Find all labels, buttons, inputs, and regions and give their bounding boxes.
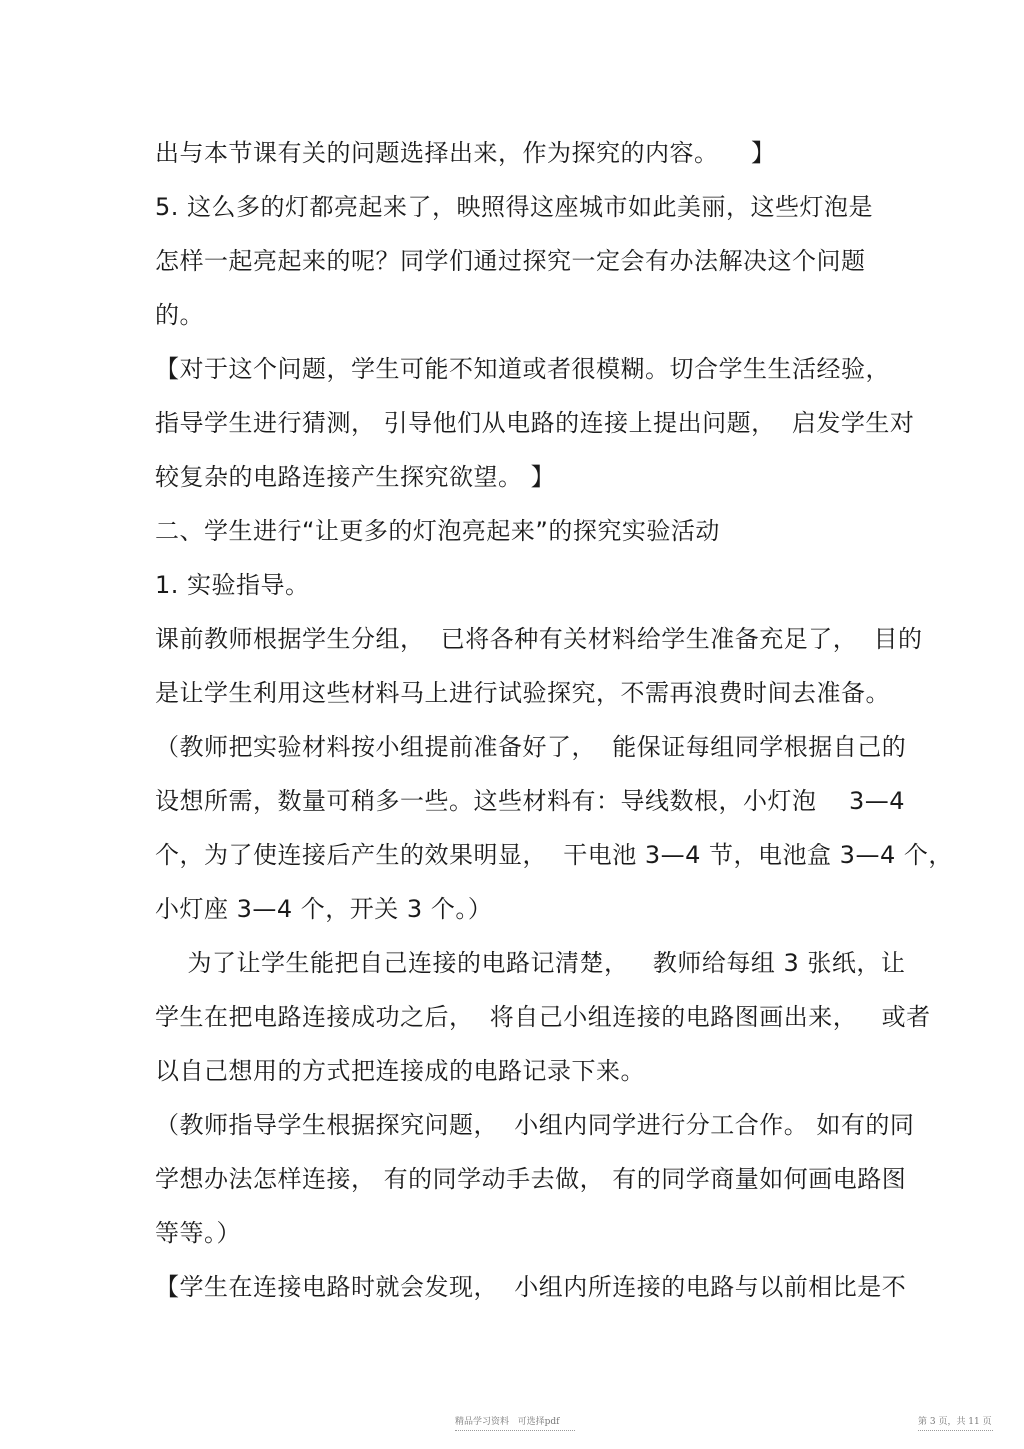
text-line: 课前教师根据学生分组， 已将各种有关材料给学生准备充足了， 目的 bbox=[155, 625, 923, 653]
text-line: 指导学生进行猜测， 引导他们从电路的连接上提出问题， 启发学生对 bbox=[155, 409, 915, 437]
text-line: 较复杂的电路连接产生探究欲望。 】 bbox=[155, 463, 556, 491]
subsection-heading: 1. 实验指导。 bbox=[155, 571, 310, 599]
text-line: （教师指导学生根据探究问题， 小组内同学进行分工合作。 如有的同 bbox=[155, 1111, 915, 1139]
footer-divider bbox=[918, 1430, 993, 1431]
text-line: 5. 这么多的灯都亮起来了，映照得这座城市如此美丽，这些灯泡是 bbox=[155, 193, 874, 221]
text-line: 【学生在连接电路时就会发现， 小组内所连接的电路与以前相比是不 bbox=[155, 1273, 907, 1301]
footer-divider bbox=[455, 1430, 575, 1431]
text-line: 设想所需，数量可稍多一些。这些材料有：导线数根，小灯泡 3—4 bbox=[155, 787, 906, 815]
section-heading: 二、学生进行“让更多的灯泡亮起来”的探究实验活动 bbox=[155, 517, 720, 545]
text-line: 等等。） bbox=[155, 1219, 241, 1247]
text-line: 学生在把电路连接成功之后， 将自己小组连接的电路图画出来， 或者 bbox=[155, 1003, 931, 1031]
text-line: 【对于这个问题，学生可能不知道或者很模糊。切合学生生活经验， bbox=[155, 355, 890, 383]
text-line: 是让学生利用这些材料马上进行试验探究，不需再浪费时间去准备。 bbox=[155, 679, 890, 707]
text-line: 怎样一起亮起来的呢？同学们通过探究一定会有办法解决这个问题 bbox=[155, 247, 866, 275]
text-line: 出与本节课有关的问题选择出来，作为探究的内容。 】 bbox=[155, 139, 776, 167]
text-line: 小灯座 3—4 个，开关 3 个。） bbox=[155, 895, 493, 923]
text-line: 个，为了使连接后产生的效果明显， 干电池 3—4 节，电池盒 3—4 个， bbox=[155, 841, 953, 869]
text-line: 以自己想用的方式把连接成的电路记录下来。 bbox=[155, 1057, 645, 1085]
text-line: 的。 bbox=[155, 301, 204, 329]
text-line: （教师把实验材料按小组提前准备好了， 能保证每组同学根据自己的 bbox=[155, 733, 907, 761]
footer-watermark: 精品学习资料 可选择pdf bbox=[455, 1417, 560, 1427]
page-number: 第 3 页，共 11 页 bbox=[918, 1417, 992, 1427]
text-line: 学想办法怎样连接， 有的同学动手去做， 有的同学商量如何画电路图 bbox=[155, 1165, 907, 1193]
text-line: 为了让学生能把自己连接的电路记清楚， 教师给每组 3 张纸，让 bbox=[155, 949, 906, 977]
